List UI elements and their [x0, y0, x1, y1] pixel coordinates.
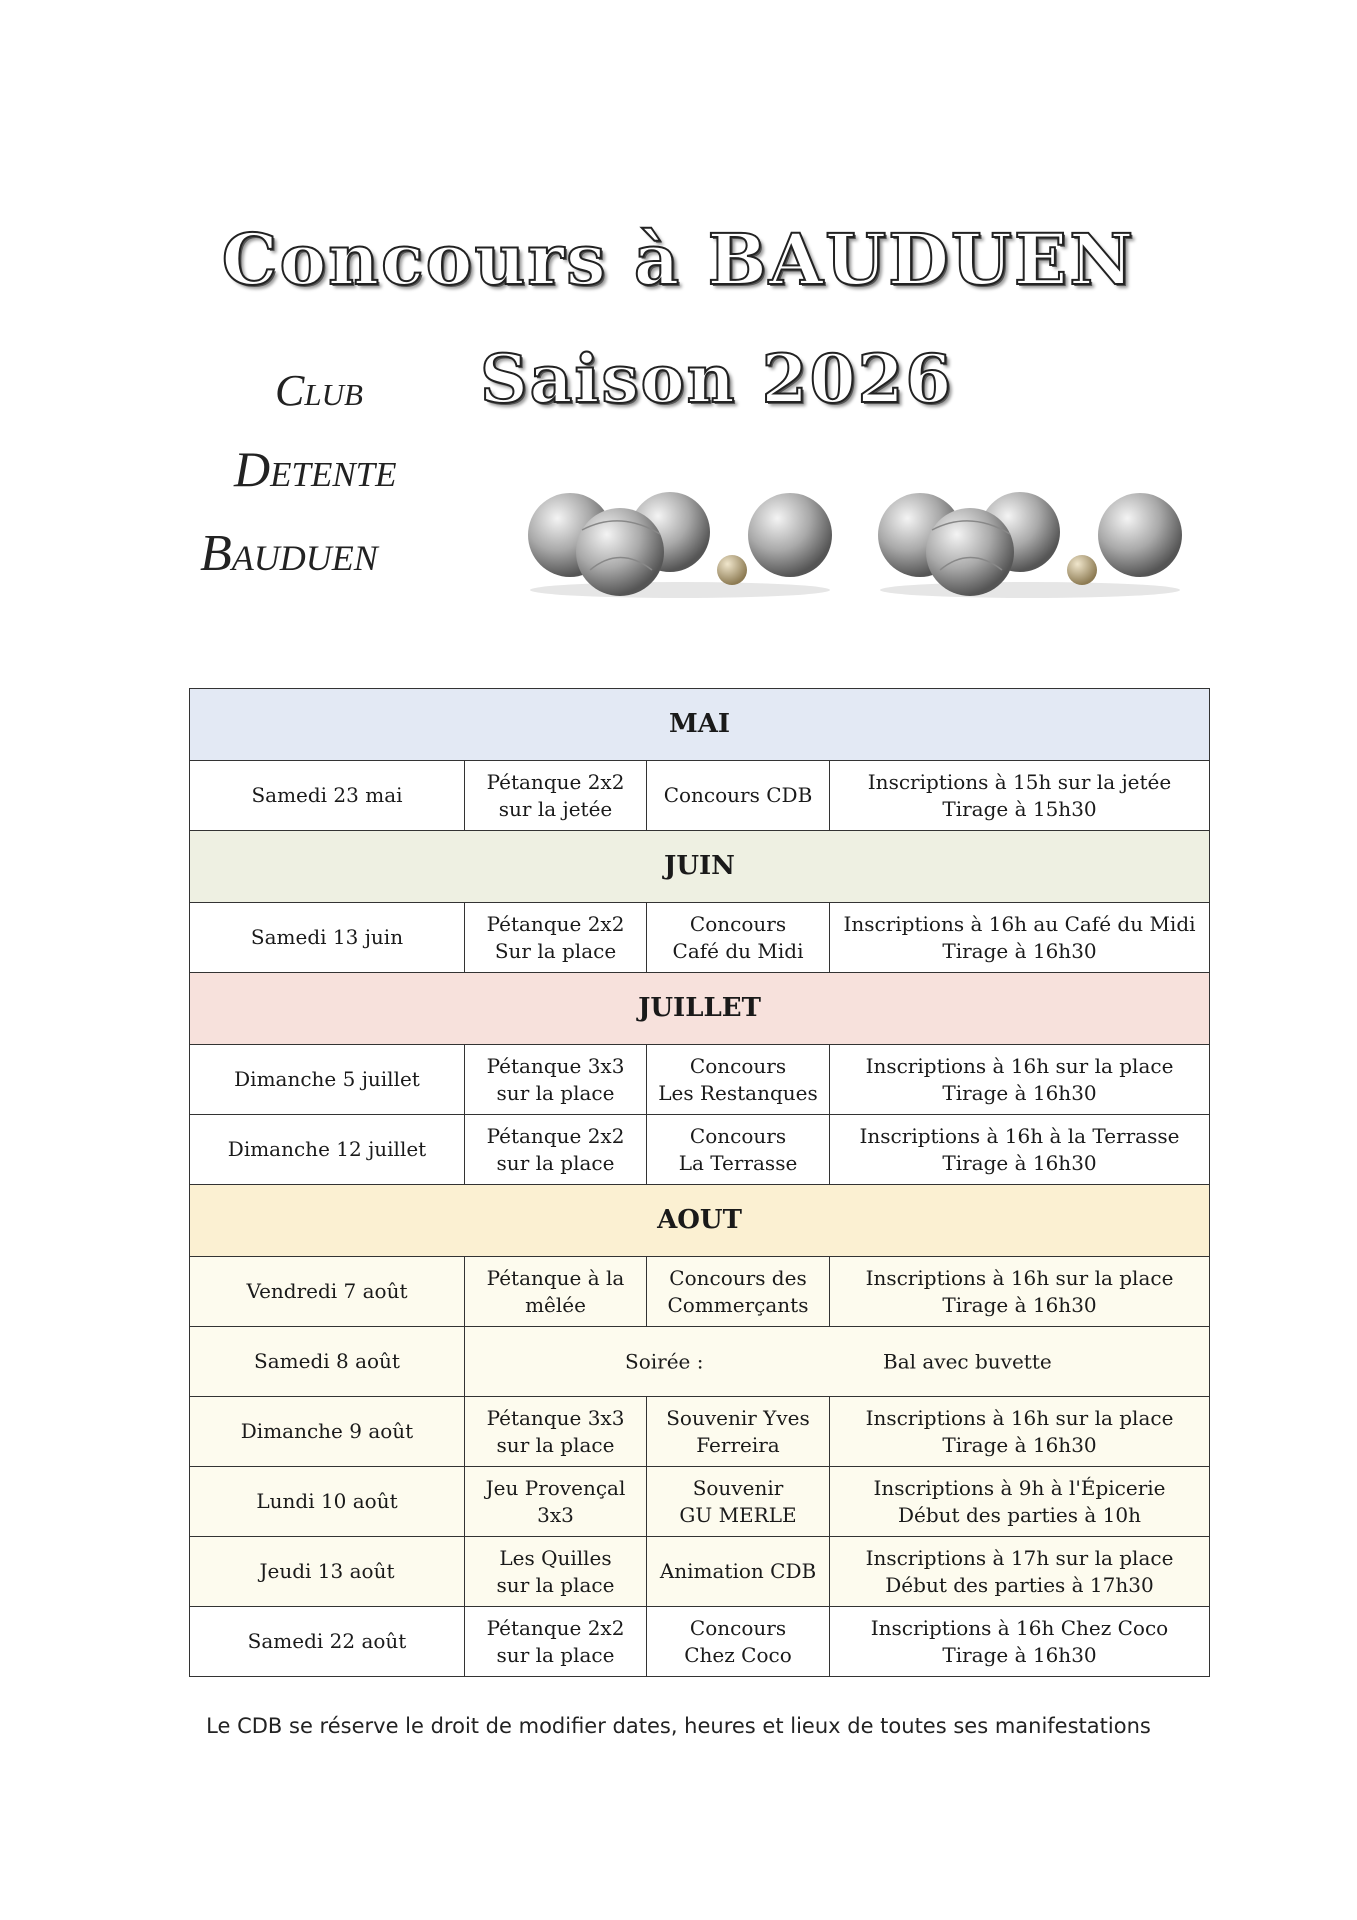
game-type-line-2: sur la place [496, 1642, 615, 1667]
month-header-mai [190, 689, 1210, 761]
club-logo-line-2: Detente [234, 441, 397, 497]
month-header-aout [190, 1185, 1210, 1257]
event-name-line-2: La Terrasse [678, 1150, 798, 1175]
event-date: Jeudi 13 août [190, 1537, 465, 1607]
game-type-line-2: mêlée [525, 1292, 586, 1317]
event-info-line-1: Inscriptions à 16h sur la place [865, 1265, 1174, 1290]
event-name-line-1: Concours [689, 1053, 787, 1078]
event-info-line-1: Inscriptions à 16h à la Terrasse [859, 1123, 1180, 1148]
game-type-line-1: Pétanque 2x2 [486, 1123, 625, 1148]
event-name [647, 1537, 830, 1607]
table-row [190, 1045, 1210, 1115]
table-row [190, 761, 1210, 831]
game-type-line-2: sur la place [496, 1150, 615, 1175]
game-type [465, 761, 647, 831]
petanque-balls-illustration-right [870, 490, 1190, 600]
game-type-line-2: sur la place [496, 1080, 615, 1105]
event-info [830, 903, 1210, 973]
event-name-line-2: Commerçants [667, 1292, 809, 1317]
event-name-line-1: Concours CDB [663, 783, 813, 807]
game-type-line-1: Pétanque à la [486, 1265, 625, 1290]
event-info-line-2: Tirage à 15h30 [942, 796, 1097, 821]
event-info [830, 761, 1210, 831]
month-name: JUIN [190, 831, 1210, 903]
game-type-line-1: Pétanque 2x2 [486, 911, 625, 936]
month-name: AOUT [190, 1185, 1210, 1257]
events-schedule-table [189, 688, 1210, 1677]
event-date: Samedi 22 août [190, 1607, 465, 1677]
event-name [647, 1257, 830, 1327]
event-info [830, 1397, 1210, 1467]
event-info-line-2: Tirage à 16h30 [942, 1080, 1097, 1105]
table-row [190, 1537, 1210, 1607]
event-info [830, 1537, 1210, 1607]
game-type-line-2: 3x3 [537, 1502, 574, 1527]
page-title: Concours à BAUDUEN [221, 218, 1136, 301]
game-type [465, 1257, 647, 1327]
game-type [465, 1467, 647, 1537]
event-name [647, 1115, 830, 1185]
club-logo-line-1: Club [275, 366, 363, 415]
event-info [830, 1607, 1210, 1677]
game-type [465, 1537, 647, 1607]
table-row [190, 1115, 1210, 1185]
game-type-line-1: Pétanque 2x2 [486, 769, 625, 794]
event-info-line-2: Début des parties à 17h30 [885, 1572, 1154, 1597]
table-row [190, 1467, 1210, 1537]
event-info-line-1: Inscriptions à 16h sur la place [865, 1405, 1174, 1430]
event-info-line-1: Inscriptions à 16h au Café du Midi [843, 911, 1196, 936]
event-date: Samedi 23 mai [190, 761, 465, 831]
event-info-line-1: Inscriptions à 9h à l'Épicerie [873, 1475, 1166, 1500]
game-type-line-1: Pétanque 3x3 [486, 1405, 625, 1430]
event-date: Vendredi 7 août [190, 1257, 465, 1327]
event-name-line-2: Chez Coco [684, 1642, 792, 1667]
event-name [647, 1467, 830, 1537]
game-type [465, 1397, 647, 1467]
event-info-line-2: Tirage à 16h30 [942, 938, 1097, 963]
game-type-line-1: Pétanque 2x2 [486, 1615, 625, 1640]
event-name-line-1: Concours des [669, 1265, 807, 1290]
soiree-label: Soirée : [625, 1349, 704, 1373]
event-date: Samedi 13 juin [190, 903, 465, 973]
event-info-line-1: Inscriptions à 15h sur la jetée [867, 769, 1172, 794]
game-type-line-1: Pétanque 3x3 [486, 1053, 625, 1078]
event-info-line-2: Début des parties à 10h [898, 1502, 1141, 1527]
month-header-juillet [190, 973, 1210, 1045]
month-name: MAI [190, 689, 1210, 761]
game-type-line-1: Les Quilles [499, 1545, 612, 1570]
event-name-line-2: GU MERLE [679, 1502, 797, 1527]
event-name-line-2: Ferreira [696, 1432, 780, 1457]
season-subtitle: Saison 2026 [480, 340, 954, 418]
event-name-line-1: Souvenir [692, 1475, 784, 1500]
table-row [190, 1607, 1210, 1677]
event-date: Dimanche 9 août [190, 1397, 465, 1467]
month-header-juin [190, 831, 1210, 903]
event-info [830, 1257, 1210, 1327]
event-date: Lundi 10 août [190, 1467, 465, 1537]
event-name [647, 903, 830, 973]
table-row [190, 1397, 1210, 1467]
event-name-line-1: Concours [689, 1123, 787, 1148]
event-name-line-1: Concours [689, 1615, 787, 1640]
event-info-line-2: Tirage à 16h30 [942, 1432, 1097, 1457]
event-date: Samedi 8 août [190, 1327, 465, 1397]
event-info-line-2: Tirage à 16h30 [942, 1150, 1097, 1175]
event-name-line-2: Café du Midi [672, 938, 804, 963]
event-date: Dimanche 12 juillet [190, 1115, 465, 1185]
table-row [190, 1327, 1210, 1397]
event-name [647, 1045, 830, 1115]
table-row [190, 1257, 1210, 1327]
game-type-line-1: Jeu Provençal [485, 1475, 626, 1500]
month-name: JUILLET [190, 973, 1210, 1045]
event-info [830, 1467, 1210, 1537]
game-type-line-2: sur la place [496, 1432, 615, 1457]
game-type-line-2: sur la jetée [498, 796, 613, 821]
game-type [465, 903, 647, 973]
event-name [647, 761, 830, 831]
game-type-line-2: Sur la place [494, 938, 617, 963]
event-name [647, 1397, 830, 1467]
event-name [647, 1607, 830, 1677]
event-info-line-1: Inscriptions à 16h sur la place [865, 1053, 1174, 1078]
petanque-balls-illustration-left [520, 490, 840, 600]
event-info-line-1: Inscriptions à 16h Chez Coco [870, 1615, 1169, 1640]
soiree-detail: Bal avec buvette [883, 1349, 1052, 1373]
event-info-line-2: Tirage à 16h30 [942, 1642, 1097, 1667]
event-info [830, 1045, 1210, 1115]
game-type [465, 1115, 647, 1185]
disclaimer-footer: Le CDB se réserve le droit de modifier dates, heures et lieux de toutes ses manifestations [206, 1714, 1151, 1738]
event-info-line-2: Tirage à 16h30 [942, 1292, 1097, 1317]
game-type [465, 1607, 647, 1677]
event-name-line-2: Les Restanques [658, 1080, 818, 1105]
event-info [830, 1115, 1210, 1185]
event-date: Dimanche 5 juillet [190, 1045, 465, 1115]
game-type [465, 1045, 647, 1115]
table-row [190, 903, 1210, 973]
event-info-line-1: Inscriptions à 17h sur la place [865, 1545, 1174, 1570]
club-logo-line-3: Bauduen [200, 525, 378, 582]
event-name-line-1: Souvenir Yves [666, 1405, 810, 1430]
event-name-line-1: Concours [689, 911, 787, 936]
game-type-line-2: sur la place [496, 1572, 615, 1597]
event-name-line-1: Animation CDB [659, 1559, 817, 1583]
soiree-cell [465, 1327, 1210, 1397]
